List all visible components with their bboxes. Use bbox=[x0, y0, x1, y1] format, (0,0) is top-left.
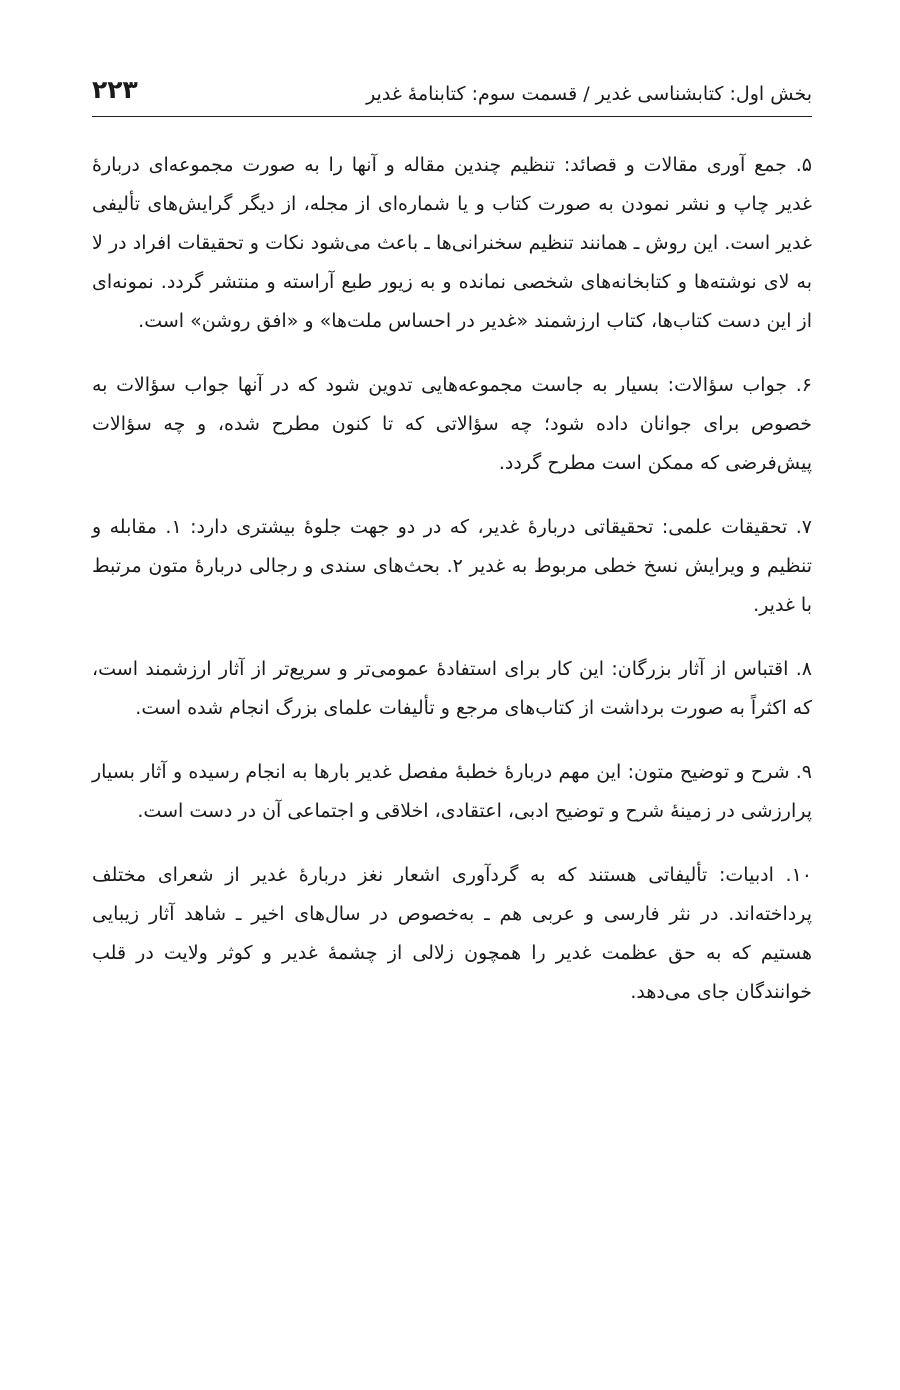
page-number: ۲۲۳ bbox=[92, 75, 138, 104]
page-header bbox=[92, 70, 812, 117]
paragraph-item-10: ۱۰. ادبیات: تألیفاتی هستند که به گردآوری اشعار نغز دربارهٔ غدیر از شعرای مختلف پرداخته‌اند. در نثر فارسی و عربی هم ـ به‌خصوص در سال‌های اخیر ـ شاهد آثار زیبایی هستیم که به حق عظمت غدیر را همچون زلالی از چشمهٔ غدیر و کوثر ولایت در قلب خوانندگان جای می‌دهد. bbox=[92, 864, 812, 1003]
running-head: بخش اول: کتابشناسی غدیر / قسمت سوم: کتابنامهٔ غدیر bbox=[366, 83, 812, 105]
paragraph-item-8: ۸. اقتباس از آثار بزرگان: این کار برای استفادهٔ عمومی‌تر و سریع‌تر از آثار ارزشمند است، که اکثراً به صورت برداشت از کتاب‌های مرجع و تألیفات علمای بزرگ انجام شده است. bbox=[92, 658, 812, 719]
paragraph-item-5: ۵. جمع آوری مقالات و قصائد: تنظیم چندین مقاله و آنها را به صورت مجموعه‌ای دربارهٔ غدیر چاپ و نشر نمودن به صورت کتاب و یا شماره‌ای از مجله، از دیگر گرایش‌های تألیفی غدیر است. این روش ـ همانند تنظیم سخنرانی‌ها ـ باعث می‌شود نکات و تحقیقات افراد در لا به لای نوشته‌ها و کتابخانه‌های شخصی نمانده و به زیور طبع آراسته و منتشر گردد. نمونه‌ای از این دست کتاب‌ها، کتاب ارزشمند «غدیر در احساس ملت‌ها» و «افق روشن» است. bbox=[92, 154, 812, 332]
paragraph-item-6: ۶. جواب سؤالات: بسیار به جاست مجموعه‌هایی تدوین شود که در آنها جواب سؤالات به خصوص برای جوانان داده شود؛ چه سؤالاتی که تا کنون مطرح شده، و چه سؤالات پیش‌فرضی که ممکن است مطرح گردد. bbox=[92, 374, 812, 474]
paragraph-item-9: ۹. شرح و توضیح متون: این مهم دربارهٔ خطبهٔ مفصل غدیر بارها به انجام رسیده و آثار بسیار پرارزشی در زمینهٔ شرح و توضیح ادبی، اعتقادی، اخلاقی و اجتماعی آن در دست است. bbox=[92, 761, 812, 822]
body-text bbox=[92, 146, 812, 1037]
paragraph-item-7: ۷. تحقیقات علمی: تحقیقاتی دربارهٔ غدیر، که در دو جهت جلوهٔ بیشتری دارد: ۱. مقابله و تنظیم و ویرایش نسخ خطی مربوط به غدیر ۲. بحث‌های سندی و رجالی دربارهٔ متون مرتبط با غدیر. bbox=[92, 516, 812, 616]
